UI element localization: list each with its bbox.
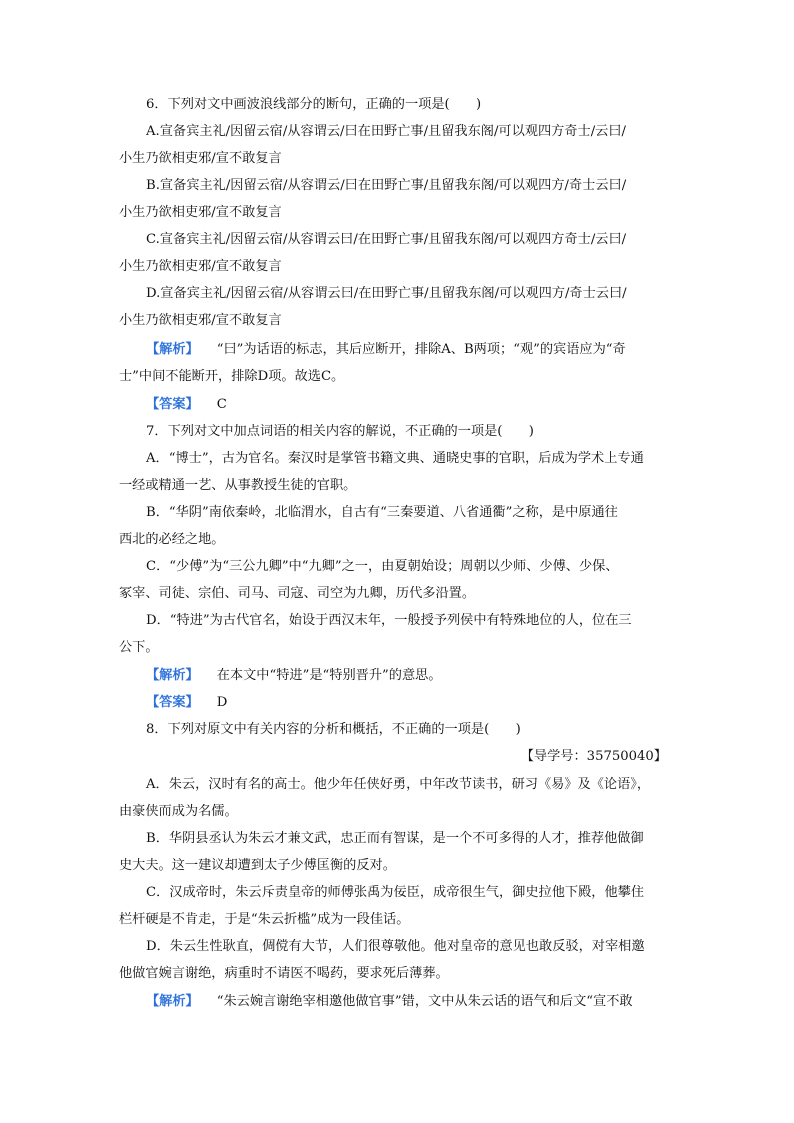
answer-value: C <box>216 397 227 412</box>
answer-value: D <box>216 695 228 710</box>
q8-option-d-line2: 他做官婉言谢绝，病重时不请医不喝药，要求死后薄葬。 <box>119 966 449 981</box>
q8-option-a-line1: A．朱云，汉时有名的高士。他少年任侠好勇，中年改节读书，研习《易》及《论语》， <box>146 777 651 792</box>
q7-option-a-line1: A．“博士”，古为官名。秦汉时是掌管书籍文典、通晓史事的官职，后成为学术上专通 <box>146 451 644 466</box>
q6-option-d-line1: D.宣备宾主礼/因留云宿/从容谓云曰/在田野亡事/且留我东阁/可以观四方/奇士云曰/ <box>146 286 627 301</box>
q8-option-b-line1: B．华阴县丞认为朱云才兼文武，忠正而有智谋，是一个不可多得的人才，推荐他做御 <box>146 831 644 846</box>
q6-analysis-line2: 士”中间不能断开，排除D项。故选C。 <box>119 369 345 384</box>
answer-label: 【答案】 <box>146 695 199 710</box>
q7-option-d-line1: D．“特进”为古代官名，始设于西汉末年，一般授予列侯中有特殊地位的人，位在三 <box>146 613 632 628</box>
question-6-stem: 6．下列对文中画波浪线部分的断句，正确的一项是( ) <box>146 97 482 112</box>
question-8-stem: 8．下列对原文中有关内容的分析和概括，不正确的一项是( ) <box>146 722 521 737</box>
analysis-text: 在本文中“特进”是“特别晋升”的意思。 <box>216 668 442 683</box>
q7-option-a-line2: 一经或精通一艺、从事教授生徒的官职。 <box>119 478 357 493</box>
q6-option-b-line2: 小生乃欲相吏邪/宣不敢复言 <box>119 205 282 220</box>
q6-option-d-line2: 小生乃欲相吏邪/宣不敢复言 <box>119 313 282 328</box>
q8-option-d-line1: D．朱云生性耿直，倜傥有大节，人们很尊敬他。他对皇帝的意见也敢反驳，对宰相邀 <box>146 939 645 954</box>
q6-answer <box>146 396 227 414</box>
analysis-label: 【解析】 <box>146 668 199 683</box>
analysis-label: 【解析】 <box>146 342 199 357</box>
analysis-label: 【解析】 <box>146 994 199 1009</box>
q7-answer <box>146 694 227 712</box>
q7-option-c-line1: C．“少傅”为“三公九卿”中“九卿”之一，由夏朝始设；周朝以少师、少傅、少保、 <box>146 559 619 574</box>
q6-option-b-line1: B.宣备宾主礼/因留云宿/从容谓云/曰在田野亡事/且留我东阁/可以观四方/奇士云曰/ <box>146 178 627 193</box>
q7-option-b-line2: 西北的必经之地。 <box>119 532 225 547</box>
analysis-text: “朱云婉言谢绝宰相邀他做官事”错，文中从朱云话的语气和后文“宣不敢 <box>216 994 633 1009</box>
guide-number: 【导学号：35750040】 <box>520 749 667 764</box>
q6-option-c-line1: C.宣备宾主礼/因留云宿/从容谓云曰/在田野亡事/且留我东阁/可以观四方奇士/云曰/ <box>146 232 627 247</box>
q6-option-c-line2: 小生乃欲相吏邪/宣不敢复言 <box>119 259 282 274</box>
q6-analysis-line1 <box>146 341 626 359</box>
q8-analysis-line1 <box>146 993 633 1011</box>
q7-option-c-line2: 冢宰、司徒、宗伯、司马、司寇、司空为九卿，历代多沿置。 <box>119 586 476 601</box>
q7-option-d-line2: 公下。 <box>119 640 159 655</box>
q7-analysis-line1 <box>146 667 442 685</box>
answer-label: 【答案】 <box>146 397 199 412</box>
q8-option-a-line2: 由豪侠而成为名儒。 <box>119 804 238 819</box>
q6-option-a-line2: 小生乃欲相吏邪/宣不敢复言 <box>119 151 282 166</box>
q8-option-b-line2: 史大夫。这一建议却遭到太子少傅匡衡的反对。 <box>119 858 396 873</box>
question-7-stem: 7．下列对文中加点词语的相关内容的解说，不正确的一项是( ) <box>146 424 534 439</box>
q7-option-b-line1: B．“华阴”南依秦岭，北临渭水，自古有“三秦要道、八省通衢”之称，是中原通往 <box>146 505 618 520</box>
q8-option-c-line1: C．汉成帝时，朱云斥责皇帝的师傅张禹为佞臣，成帝很生气，御史拉他下殿，他攀住 <box>146 885 645 900</box>
q6-option-a-line1: A.宣备宾主礼/因留云宿/从容谓云/曰在田野亡事/且留我东阁/可以观四方奇士/云曰/ <box>146 124 627 139</box>
q8-option-c-line2: 栏杆硬是不肯走，于是“朱云折槛”成为一段佳话。 <box>119 912 410 927</box>
analysis-text: “曰”为话语的标志，其后应断开，排除A、B两项；“观”的宾语应为“奇 <box>216 342 626 357</box>
